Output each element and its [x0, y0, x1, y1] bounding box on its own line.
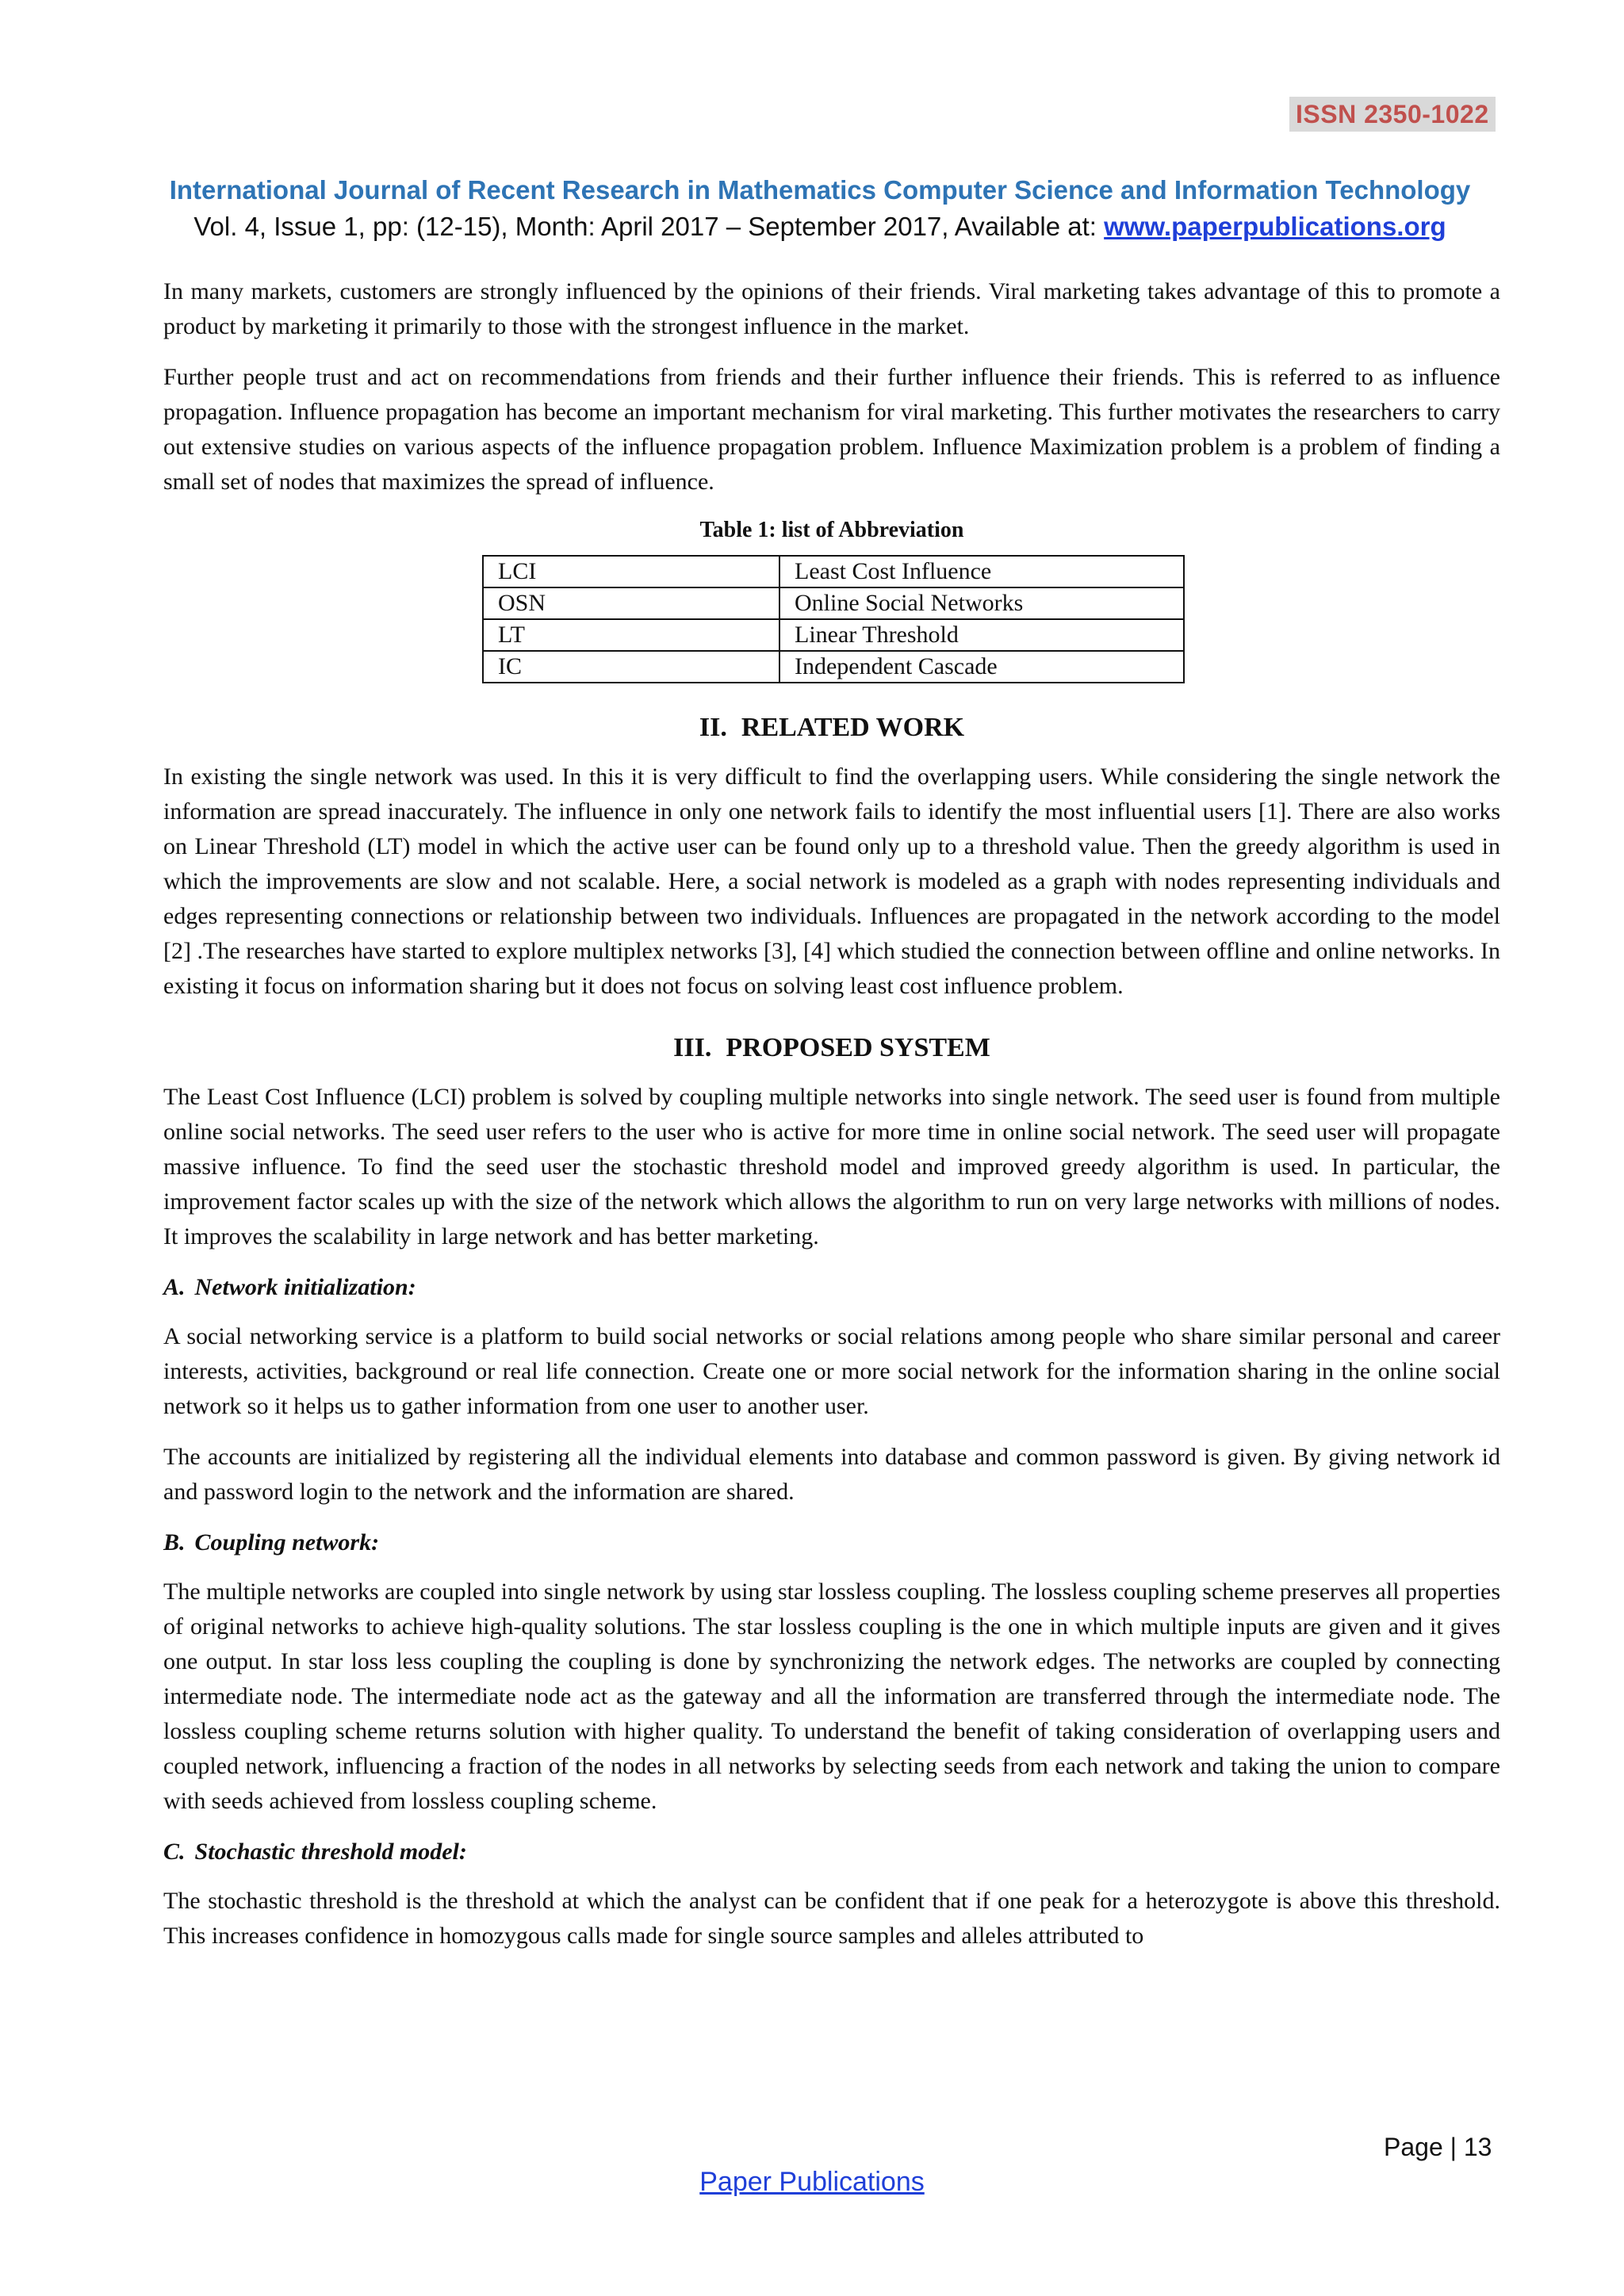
- subsection-heading-coupling-network: [163, 1525, 1500, 1560]
- volume-text: Vol. 4, Issue 1, pp: (12-15), Month: April 2017 – September 2017, Available at:: [193, 212, 1105, 241]
- issn-label: ISSN 2350-1022: [1289, 97, 1496, 132]
- subsection-heading-stochastic-threshold: [163, 1835, 1500, 1869]
- subsection-title: Coupling network:: [194, 1529, 380, 1556]
- subsection-heading-network-initialization: [163, 1270, 1500, 1305]
- publisher-link[interactable]: Paper Publications: [699, 2167, 925, 2197]
- coupling-network-paragraph: The multiple networks are coupled into single network by using star lossless coupling. The lossless coupling scheme preserves all properties of original networks to achieve high-quality solutions. The star lossless coupling is the one in which multiple inputs are given and it gives one output. In star loss less coupling the coupling is done by synchronizing the network edges. The networks are coupled by connecting intermediate node. The intermediate node act as the gateway and all the information are transferred through the intermediate node. The lossless coupling scheme returns solution with higher quality. To understand the benefit of taking consideration of overlapping users and coupled network, influencing a fraction of the nodes in all networks by selecting seeds from each network and taking the union to compare with seeds achieved from lossless coupling scheme.: [163, 1578, 1500, 1814]
- network-init-paragraph-1: A social networking service is a platform to build social networks or social relations among people who share similar personal and career interests, activities, background or real life connection. Create one or more social network for the information sharing in the online social network so it helps us to gather information from one user to another user.: [163, 1323, 1500, 1419]
- intro-paragraph-1: In many markets, customers are strongly influenced by the opinions of their friends. Viral marketing takes advantage of this to promote a product by marketing it primarily to those with the strongest influence in the market.: [163, 278, 1500, 339]
- table-cell-full: Independent Cascade: [779, 651, 1184, 683]
- section-heading-proposed-system: [163, 1031, 1500, 1066]
- journal-title: International Journal of Recent Research in Mathematics Computer Science and Information Technology: [169, 175, 1471, 205]
- subsection-label: B.: [163, 1529, 186, 1556]
- journal-website-link[interactable]: www.paperpublications.org: [1104, 212, 1446, 241]
- abbreviation-table: [482, 555, 1185, 683]
- table-cell-full: Least Cost Influence: [779, 556, 1184, 587]
- related-work-paragraph: In existing the single network was used. In this it is very difficult to find the overlapping users. While considering the single network the information are spread inaccurately. The influence in only one network fails to identify the most influential users [1]. There are also works on Linear Threshold (LT) model in which the active user can be found only up to a threshold value. Then the greedy algorithm is used in which the improvements are slow and not scalable. Here, a social network is modeled as a graph with nodes representing individuals and edges representing connections or relationship between two individuals. Influences are propagated in the network according to the model [2] .The researches have started to explore multiplex networks [3], [4] which studied the connection between offline and online networks. In existing it focus on information sharing but it does not focus on solving least cost influence problem.: [163, 763, 1500, 999]
- subsection-title: Stochastic threshold model:: [194, 1839, 467, 1865]
- stochastic-threshold-paragraph: The stochastic threshold is the threshold at which the analyst can be confident that if one peak for a heterozygote is above this threshold. This increases confidence in homozygous calls made for single source samples and alleles attributed to: [163, 1888, 1500, 1949]
- subsection-title: Network initialization:: [194, 1274, 416, 1300]
- journal-volume-line: [0, 209, 1624, 244]
- table-row: [483, 556, 1184, 587]
- section-number: II.: [699, 713, 727, 742]
- table-row: [483, 587, 1184, 619]
- proposed-system-paragraph: The Least Cost Influence (LCI) problem is solved by coupling multiple networks into single network. The seed user is found from multiple online social networks. The seed user refers to the user who is active for more time in online social network. The seed user will propagate massive influence. To find the seed user the stochastic threshold model and improved greedy algorithm is used. In particular, the improvement factor scales up with the size of the network which allows the algorithm to run on very large networks with millions of nodes. It improves the scalability in large network and has better marketing.: [163, 1084, 1500, 1249]
- article-body: [163, 274, 1500, 1969]
- table-cell-full: Online Social Networks: [779, 587, 1184, 619]
- table-row: [483, 651, 1184, 683]
- page-number: Page | 13: [1384, 2133, 1492, 2161]
- table-cell-abbr: LCI: [483, 556, 779, 587]
- subsection-label: A.: [163, 1274, 186, 1300]
- table-cell-abbr: LT: [483, 619, 779, 651]
- subsection-label: C.: [163, 1839, 186, 1865]
- table-cell-full: Linear Threshold: [779, 619, 1184, 651]
- table-cell-abbr: OSN: [483, 587, 779, 619]
- section-title: RELATED WORK: [741, 713, 965, 742]
- table-caption: Table 1: list of Abbreviation: [699, 518, 964, 542]
- intro-paragraph-2: Further people trust and act on recommendations from friends and their further influence their friends. This is referred to as influence propagation. Influence propagation has become an important mechanism for viral marketing. This further motivates the researchers to carry out extensive studies on various aspects of the influence propagation problem. Influence Maximization problem is a problem of finding a small set of nodes that maximizes the spread of influence.: [163, 364, 1500, 495]
- table-row: [483, 619, 1184, 651]
- section-number: III.: [673, 1033, 712, 1062]
- network-init-paragraph-2: The accounts are initialized by registering all the individual elements into database and common password is given. By giving network id and password login to the network and the information are shared.: [163, 1444, 1500, 1505]
- section-title: PROPOSED SYSTEM: [726, 1033, 990, 1062]
- section-heading-related-work: [163, 710, 1500, 745]
- table-cell-abbr: IC: [483, 651, 779, 683]
